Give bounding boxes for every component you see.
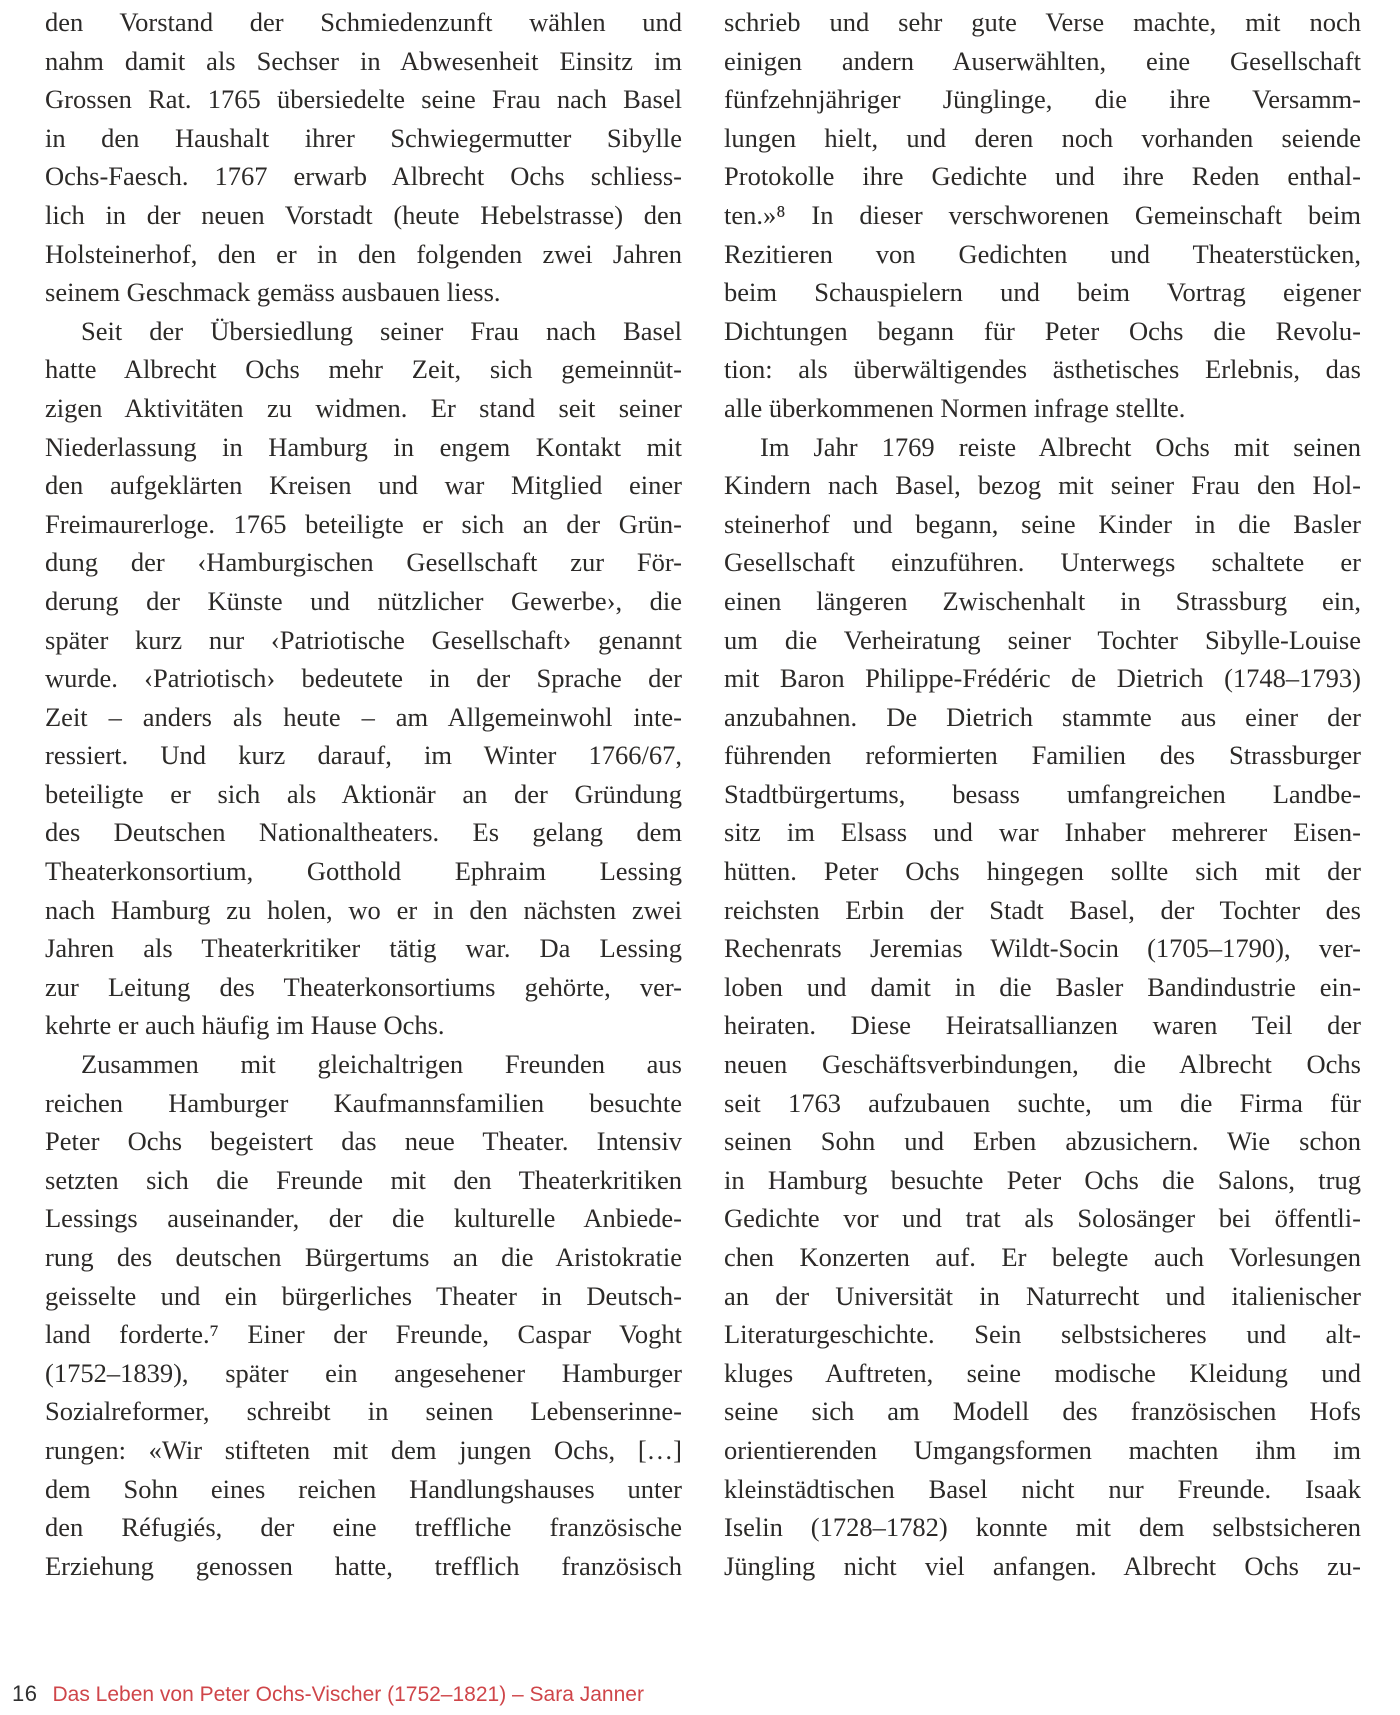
- text-line: Erziehung genossen hatte, trefflich französisch: [45, 1550, 682, 1581]
- text-line: Zusammen mit gleichaltrigen Freunden aus: [81, 1049, 682, 1080]
- text-line: (1752–1839), später ein angesehener Hamburger: [45, 1357, 682, 1388]
- text-line: in den Haushalt ihrer Schwiegermutter Sibylle: [45, 122, 682, 153]
- text-line: zur Leitung des Theaterkonsortiums gehörte, ver-: [45, 971, 682, 1002]
- text-line: Lessings auseinander, der die kulturelle Anbiede-: [45, 1203, 682, 1234]
- running-title: Das Leben von Peter Ochs-Vischer (1752–1821) – Sara Janner: [52, 1683, 644, 1706]
- text-line: Gesellschaft einzuführen. Unterwegs schaltete er: [724, 547, 1361, 578]
- text-line: ressiert. Und kurz darauf, im Winter 1766/67,: [45, 740, 682, 771]
- text-line: nahm damit als Sechser in Abwesenheit Einsitz im: [45, 45, 682, 76]
- page-footer: [12, 1681, 644, 1707]
- text-line: Jahren als Theaterkritiker tätig war. Da Lessing: [45, 933, 682, 964]
- text-line: derung der Künste und nützlicher Gewerbe›, die: [45, 585, 682, 616]
- text-line: Niederlassung in Hamburg in engem Kontakt mit: [45, 431, 682, 462]
- text-line: chen Konzerten auf. Er belegte auch Vorlesungen: [724, 1242, 1361, 1272]
- text-line: mit Baron Philippe-Frédéric de Dietrich (1748–1793): [724, 663, 1361, 694]
- text-line: einigen andern Auserwählten, eine Gesellschaft: [724, 45, 1361, 76]
- text-line: den Vorstand der Schmiedenzunft wählen und: [45, 7, 682, 37]
- text-line: Rechenrats Jeremias Wildt-Socin (1705–1790), ver-: [724, 933, 1361, 964]
- text-line: seine sich am Modell des französischen Hofs: [724, 1396, 1361, 1427]
- text-line: lich in der neuen Vorstadt (heute Hebelstrasse) den: [45, 199, 682, 230]
- text-line: Freimaurerloge. 1765 beteiligte er sich an der Grün-: [45, 508, 682, 539]
- text-line: lungen hielt, und deren noch vorhanden seiende: [724, 122, 1361, 153]
- text-line: anzubahnen. De Dietrich stammte aus einer der: [724, 701, 1361, 732]
- text-line: den Réfugiés, der eine treffliche französische: [45, 1512, 682, 1543]
- text-line: dung der ‹Hamburgischen Gesellschaft zur För-: [45, 547, 682, 578]
- text-line: neuen Geschäftsverbindungen, die Albrecht Ochs: [724, 1049, 1361, 1080]
- text-line: hatte Albrecht Ochs mehr Zeit, sich gemeinnüt-: [45, 354, 682, 385]
- text-line: Ochs-Faesch. 1767 erwarb Albrecht Ochs schliess-: [45, 161, 682, 192]
- text-line: sitz im Elsass und war Inhaber mehrerer Eisen-: [724, 817, 1361, 848]
- text-line: heiraten. Diese Heiratsallianzen waren Teil der: [724, 1010, 1361, 1041]
- text-line: kleinstädtischen Basel nicht nur Freunde. Isaak: [724, 1473, 1361, 1504]
- text-line: reichsten Erbin der Stadt Basel, der Tochter des: [724, 894, 1361, 925]
- text-line: einen längeren Zwischenhalt in Strassburg ein,: [724, 585, 1361, 616]
- text-line: Iselin (1728–1782) konnte mit dem selbstsicheren: [724, 1512, 1361, 1543]
- text-line: Jüngling nicht viel anfangen. Albrecht Ochs zu-: [724, 1550, 1361, 1581]
- text-line: an der Universität in Naturrecht und italienischer: [724, 1280, 1361, 1311]
- text-line: den aufgeklärten Kreisen und war Mitglied einer: [45, 470, 682, 501]
- text-line: Protokolle ihre Gedichte und ihre Reden enthal-: [724, 161, 1361, 192]
- text-line: Grossen Rat. 1765 übersiedelte seine Frau nach Basel: [45, 84, 682, 115]
- text-line: Seit der Übersiedlung seiner Frau nach Basel: [81, 315, 682, 346]
- text-line: loben und damit in die Basler Bandindustrie ein-: [724, 971, 1361, 1002]
- text-line: steinerhof und begann, seine Kinder in die Basler: [724, 508, 1361, 539]
- text-line: nach Hamburg zu holen, wo er in den nächsten zwei: [45, 894, 682, 925]
- text-line: zigen Aktivitäten zu widmen. Er stand seit seiner: [45, 392, 682, 423]
- text-line: beteiligte er sich als Aktionär an der Gründung: [45, 778, 682, 809]
- text-line: ten.»⁸ In dieser verschworenen Gemeinschaft beim: [724, 199, 1361, 230]
- text-line: Zeit – anders als heute – am Allgemeinwohl inte-: [45, 701, 682, 732]
- right-text-column: [724, 3, 1361, 1585]
- text-line: beim Schauspielern und beim Vortrag eigener: [724, 277, 1361, 308]
- text-line: kehrte er auch häufig im Hause Ochs.: [45, 1010, 445, 1041]
- left-text-column: [45, 3, 682, 1585]
- page-number: 16: [12, 1681, 38, 1706]
- text-line: seinem Geschmack gemäss ausbauen liess.: [45, 277, 501, 308]
- text-line: tion: als überwältigendes ästhetisches Erlebnis, das: [724, 354, 1361, 385]
- text-line: reichen Hamburger Kaufmannsfamilien besuchte: [45, 1087, 682, 1118]
- text-line: Gedichte vor und trat als Solosänger bei öffentli-: [724, 1203, 1361, 1234]
- text-line: land forderte.⁷ Einer der Freunde, Caspar Voght: [45, 1319, 682, 1350]
- text-line: in Hamburg besuchte Peter Ochs die Salons, trug: [724, 1164, 1361, 1195]
- text-line: um die Verheiratung seiner Tochter Sibylle-Louise: [724, 624, 1361, 655]
- text-line: setzten sich die Freunde mit den Theaterkritiken: [45, 1164, 682, 1195]
- text-line: dem Sohn eines reichen Handlungshauses unter: [45, 1473, 682, 1504]
- text-line: Holsteinerhof, den er in den folgenden zwei Jahren: [45, 238, 682, 269]
- text-line: Dichtungen begann für Peter Ochs die Revolu-: [724, 315, 1361, 346]
- text-line: schrieb und sehr gute Verse machte, mit noch: [724, 7, 1361, 37]
- text-line: Im Jahr 1769 reiste Albrecht Ochs mit seinen: [760, 431, 1361, 462]
- text-line: orientierenden Umgangsformen machten ihm im: [724, 1434, 1361, 1465]
- text-line: kluges Auftreten, seine modische Kleidung und: [724, 1357, 1361, 1388]
- text-line: Sozialreformer, schreibt in seinen Lebenserinne-: [45, 1396, 682, 1427]
- text-line: seit 1763 aufzubauen suchte, um die Firma für: [724, 1087, 1361, 1118]
- two-column-text-block: [45, 3, 1361, 1585]
- text-line: rung des deutschen Bürgertums an die Aristokratie: [45, 1242, 682, 1272]
- text-line: Literaturgeschichte. Sein selbstsicheres und alt-: [724, 1319, 1361, 1350]
- text-line: Stadtbürgertums, besass umfangreichen Landbe-: [724, 778, 1361, 809]
- text-line: später kurz nur ‹Patriotische Gesellschaft› genannt: [45, 624, 682, 655]
- text-line: Rezitieren von Gedichten und Theaterstücken,: [724, 238, 1361, 269]
- text-line: hütten. Peter Ochs hingegen sollte sich mit der: [724, 856, 1361, 887]
- text-line: führenden reformierten Familien des Strassburger: [724, 740, 1361, 771]
- text-line: alle überkommenen Normen infrage stellte.: [724, 392, 1186, 423]
- text-line: fünfzehnjähriger Jünglinge, die ihre Versamm-: [724, 84, 1361, 115]
- text-line: rungen: «Wir stifteten mit dem jungen Ochs, […]: [45, 1434, 682, 1465]
- text-line: Peter Ochs begeistert das neue Theater. Intensiv: [45, 1126, 682, 1157]
- text-line: des Deutschen Nationaltheaters. Es gelang dem: [45, 817, 682, 848]
- text-line: Theaterkonsortium, Gotthold Ephraim Lessing: [45, 856, 682, 887]
- text-line: wurde. ‹Patriotisch› bedeutete in der Sprache der: [45, 663, 682, 694]
- text-line: seinen Sohn und Erben abzusichern. Wie schon: [724, 1126, 1361, 1157]
- text-line: geisselte und ein bürgerliches Theater in Deutsch-: [45, 1280, 682, 1311]
- text-line: Kindern nach Basel, bezog mit seiner Frau den Hol-: [724, 470, 1361, 501]
